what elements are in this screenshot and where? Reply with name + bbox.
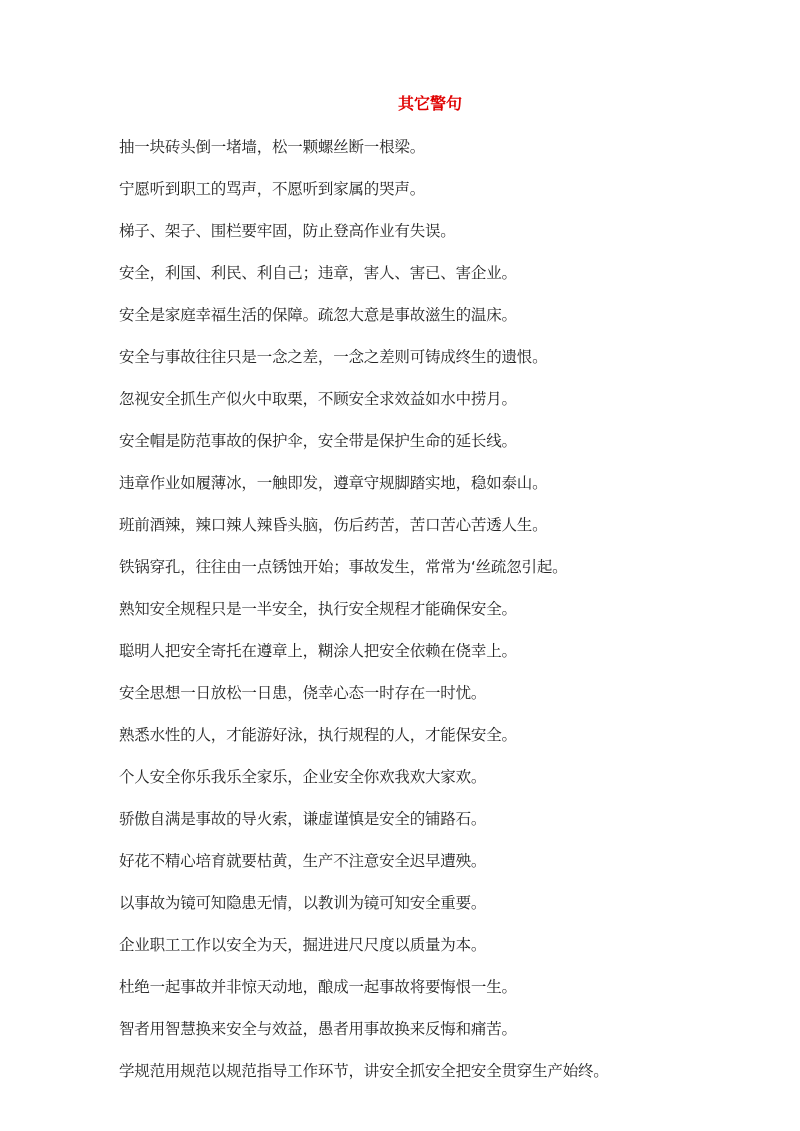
slogan-line: 宁愿听到职工的骂声，不愿听到家属的哭声。: [119, 180, 426, 198]
slogan-line: 抽一块砖头倒一堵墙，松一颗螺丝断一根梁。: [119, 138, 426, 156]
slogan-line: 违章作业如履薄冰，一触即发，遵章守规脚踏实地，稳如泰山。: [119, 474, 548, 492]
slogan-list: [119, 136, 759, 1102]
slogan-line: 班前酒辣，辣口辣人辣昏头脑，伤后药苦，苦口苦心苦透人生。: [119, 516, 548, 534]
slogan-line: 忽视安全抓生产似火中取栗，不顾安全求效益如水中捞月。: [119, 390, 517, 408]
slogan-line: 梯子、架子、围栏要牢固，防止登高作业有失误。: [119, 222, 456, 240]
slogan-line: 安全与事故往往只是一念之差，一念之差则可铸成终生的遗恨。: [119, 348, 548, 366]
slogan-line: 聪明人把安全寄托在遵章上，糊涂人把安全依赖在侥幸上。: [119, 642, 517, 660]
document-title: 其它警句: [397, 94, 462, 113]
slogan-line: 骄傲自满是事故的导火索，谦虚谨慎是安全的铺路石。: [119, 810, 487, 828]
slogan-line: 杜绝一起事故并非惊天动地，酿成一起事故将要悔恨一生。: [119, 978, 517, 996]
slogan-line: 安全帽是防范事故的保护伞，安全带是保护生命的延长线。: [119, 432, 517, 450]
slogan-line: 好花不精心培育就要枯黄，生产不注意安全迟早遭殃。: [119, 852, 487, 870]
slogan-line: 安全是家庭幸福生活的保障。疏忽大意是事故滋生的温床。: [119, 306, 517, 324]
slogan-line: 安全，利国、利民、利自己；违章，害人、害已、害企业。: [119, 264, 517, 282]
slogan-line: 熟知安全规程只是一半安全，执行安全规程才能确保安全。: [119, 600, 517, 618]
slogan-line: 以事故为镜可知隐患无情，以教训为镜可知安全重要。: [119, 894, 487, 912]
slogan-line: 熟悉水性的人，才能游好泳，执行规程的人，才能保安全。: [119, 726, 517, 744]
slogan-line: 个人安全你乐我乐全家乐，企业安全你欢我欢大家欢。: [119, 768, 487, 786]
slogan-line: 安全思想一日放松一日患，侥幸心态一时存在一时忧。: [119, 684, 487, 702]
slogan-line: 铁锅穿孔，往往由一点锈蚀开始；事故发生，常常为‘丝疏忽引起。: [119, 558, 568, 576]
slogan-line: 学规范用规范以规范指导工作环节，讲安全抓安全把安全贯穿生产始终。: [119, 1062, 609, 1080]
slogan-line: 企业职工工作以安全为天，掘进进尺尺度以质量为本。: [119, 936, 487, 954]
slogan-line: 智者用智慧换来安全与效益，愚者用事故换来反悔和痛苦。: [119, 1020, 517, 1038]
